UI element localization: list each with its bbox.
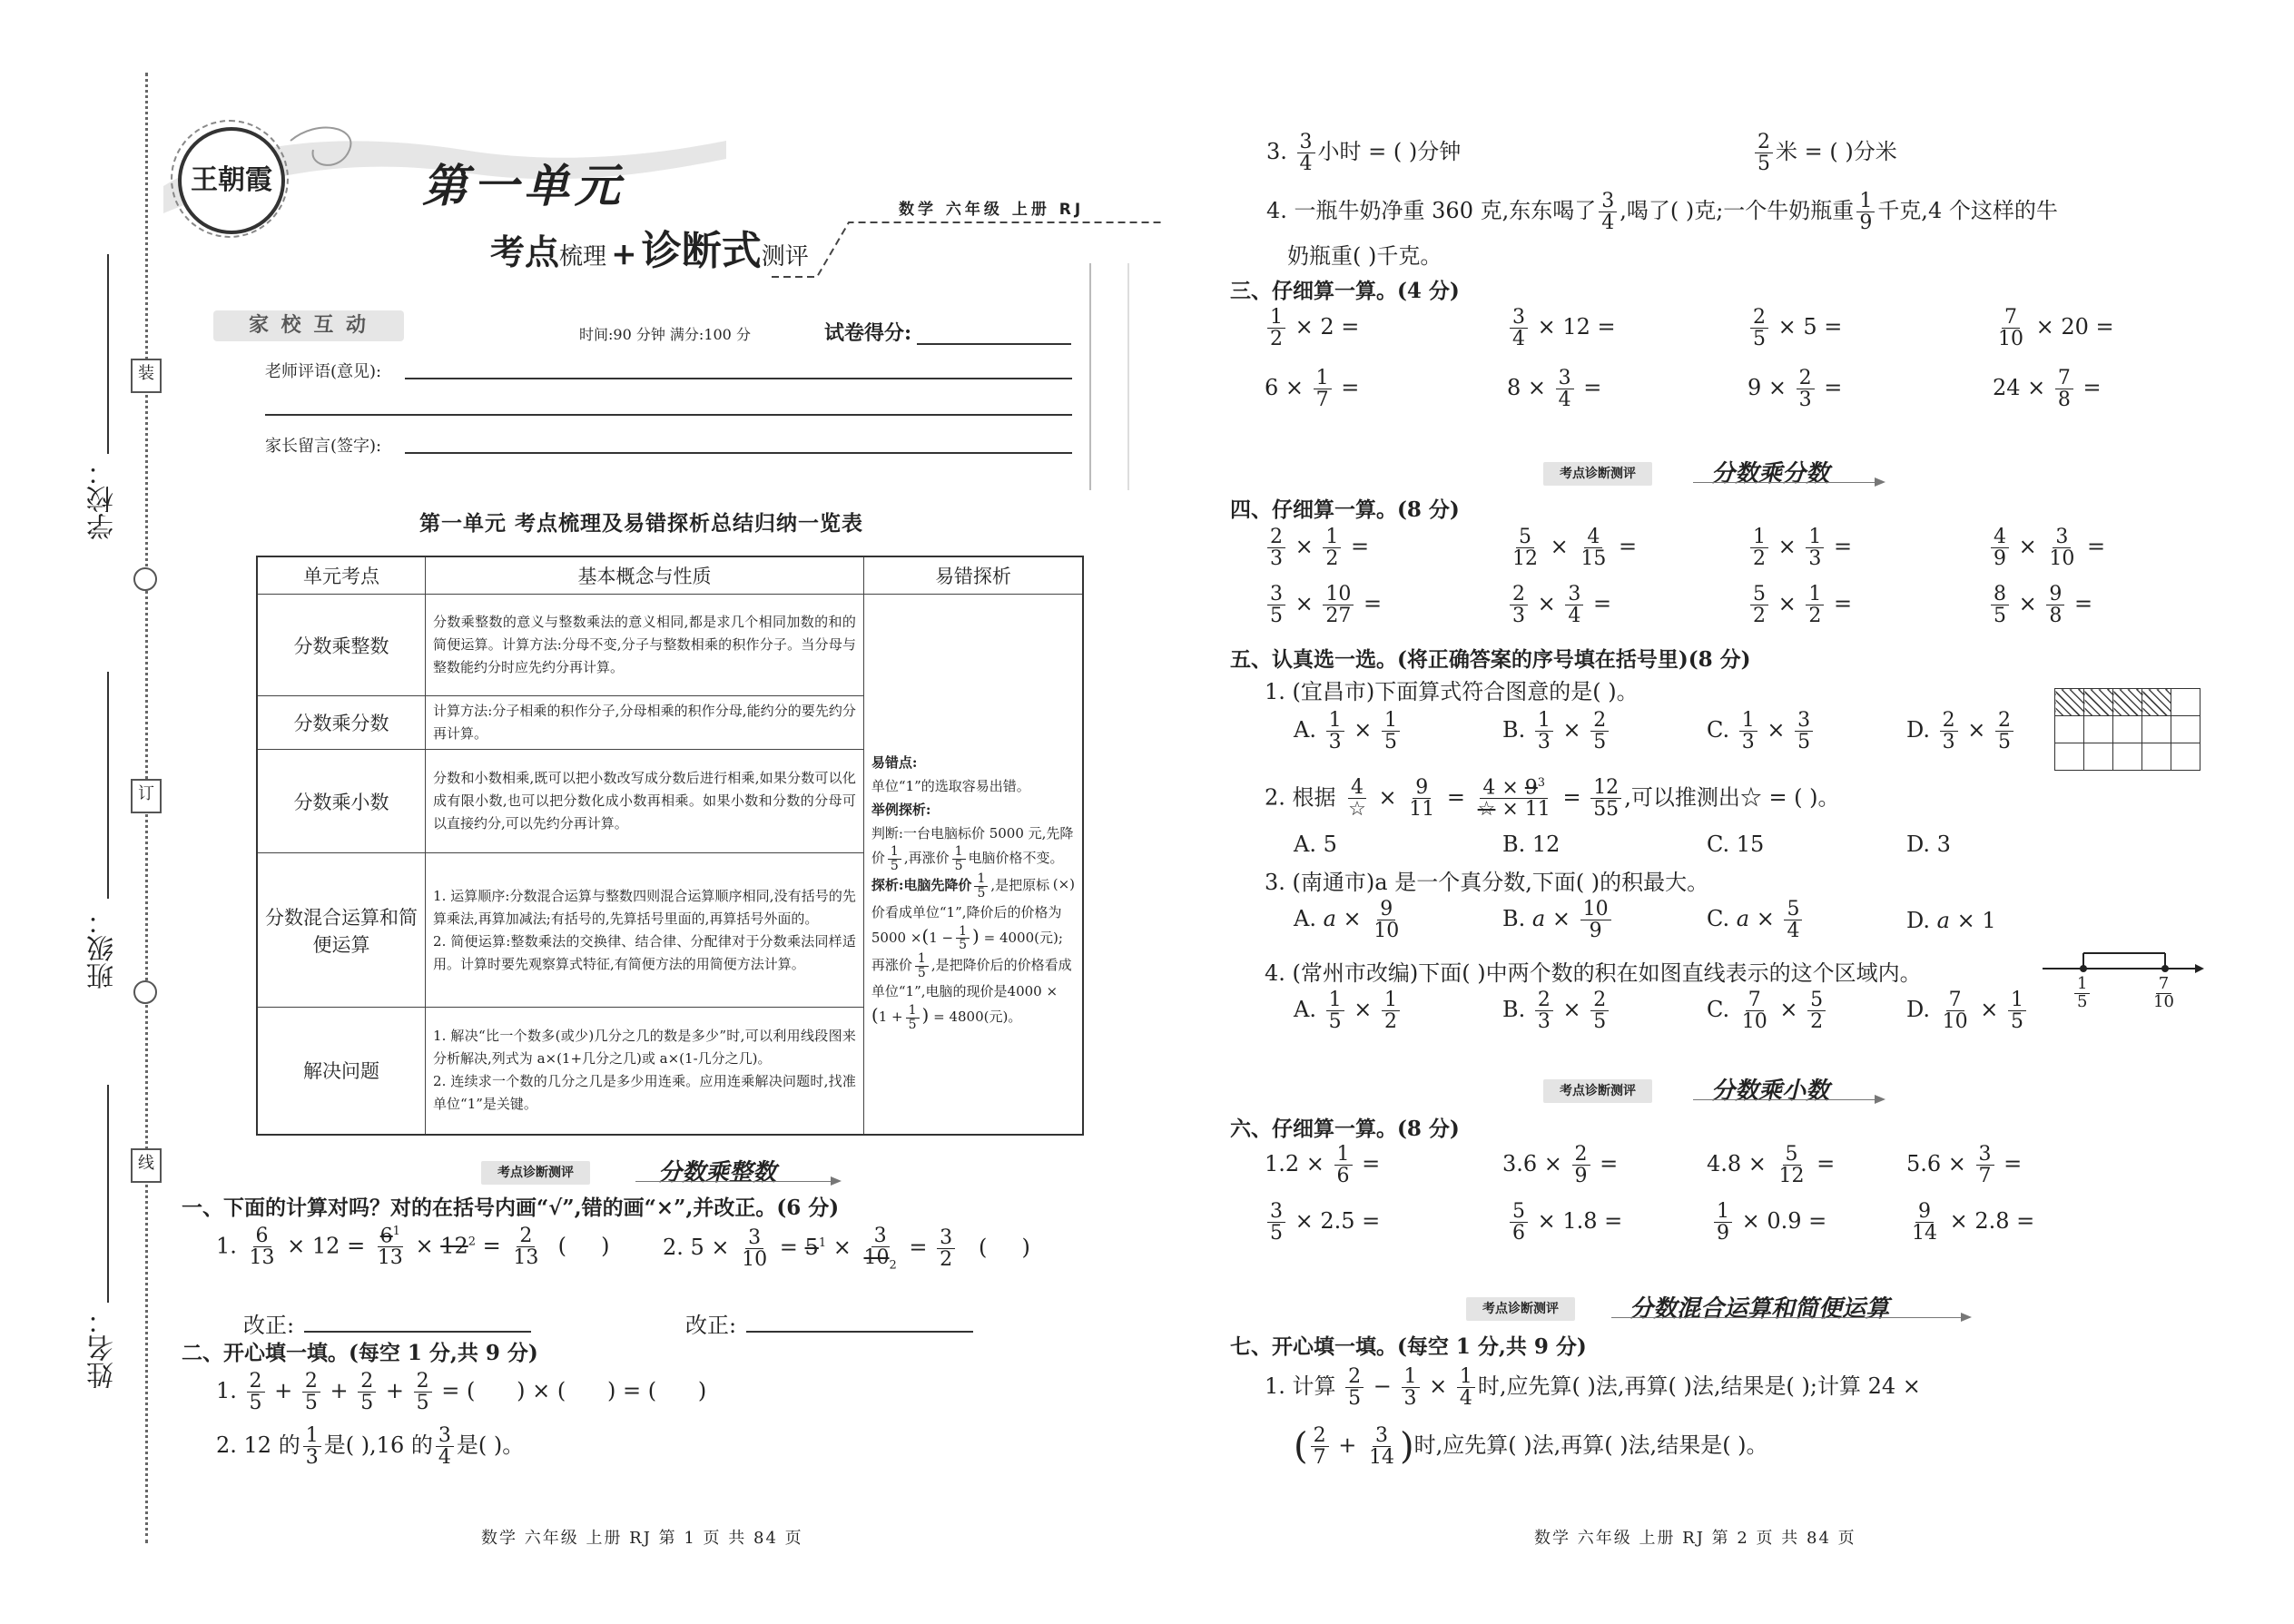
fraction: $\frac{1}{5}$ [2074,976,2090,1011]
punch-hole-2 [133,980,157,1004]
fraction: $\frac{12}{55}$ [1590,777,1621,820]
fraction: $\frac{3}{4}$ [1510,307,1528,349]
calc-3-4: $\frac{7}{10}$ × 20 = [1993,307,2114,349]
cut-mark-2: 订 [131,779,162,813]
summary-header-row [257,556,1083,595]
calc-4-3: $\frac{1}{2}$ × $\frac{1}{3}$ = [1748,527,1852,569]
q3-text: 小时 = ( )分钟 [1317,139,1462,165]
option-5-4-b[interactable]: B. $\frac{2}{3}$ × $\frac{2}{5}$ [1502,989,1611,1032]
calc-6-2: 3.6 × $\frac{2}{9}$ = [1502,1143,1619,1188]
q2-text-b: 是( ),16 的 [323,1432,433,1459]
class-label: 班级： [87,908,119,989]
score-label: 试卷得分: [824,321,912,345]
calc-6-3: 4.8 × $\frac{5}{12}$ = [1707,1143,1836,1188]
section-2-title: 二、开心填一填。(每空 1 分,共 9 分) [182,1341,538,1365]
summary-header-cell: 基本概念与性质 [426,556,864,595]
fraction: $\frac{9}{11}$ [1409,776,1435,822]
fraction: $\frac{7}{10}$ [1942,989,1968,1034]
fraction: $\frac{2}{5}$ [1750,307,1768,349]
section-1-title: 一、下面的计算对吗？对的在括号内画“√”,错的画“×”,并改正。(6 分) [182,1196,840,1220]
teacher-comment-label: 老师评语(意见): [265,362,382,381]
unit-title: 第一单元 [422,159,625,212]
judge-text: 判断:一台电脑标价 5000 元,先降价 [871,825,1074,867]
option-5-3-d[interactable]: D. a × 1 [1906,908,1996,933]
fraction: $\frac{1}{2}$ [1806,584,1824,626]
question-2-3b [1752,132,1897,174]
topic-item: 1. 解决“比一个数多(或少)几分之几的数是多少”时,可以利用线段图来分析解决,列式为 a×(1+几分之几)或 a×(1-几分之几)。 [433,1028,856,1068]
fraction: $\frac{1}{3}$ [1535,710,1553,753]
number-line-label-2 [2148,976,2180,1011]
option-5-2-c[interactable]: C. 15 [1707,832,1765,857]
section-banner-2 [1543,458,1888,489]
teacher-comment-field-2[interactable] [265,414,1072,416]
subtitle-plus: + [611,236,637,272]
fraction: $\frac{1}{5}$ [1382,710,1400,753]
fraction: $\frac{2}{3}$ [1940,710,1958,753]
fraction: $\frac{5}{2}$ [1750,584,1768,626]
fraction: $\frac{9}{8}$ [2046,584,2064,626]
q5-2-text-b: ,可以推测出☆ = ( )。 [1624,784,1840,811]
fraction: $\frac{1}{5}$ [952,845,966,872]
question-2-1: 1. $\frac{2}{5}$ + $\frac{2}{5}$ + $\frac{2}{5}$ + $\frac{2}{5}$ = ( ) × ( ) = ( ) [216,1370,707,1415]
parent-comment-label: 家长留言(签字): [265,437,382,456]
section-6-title: 六、仔细算一算。(8 分) [1230,1117,1460,1141]
summary-header-cell: 易错探析 [863,556,1083,595]
question-2-3 [1266,132,1461,174]
correction-field-1[interactable] [304,1331,531,1333]
topic-name: 解决问题 [257,1008,426,1135]
header-subtitle [490,218,809,276]
calc-3-7: 9 × $\frac{2}{3}$ = [1748,367,1843,412]
fraction: $\frac{1}{5}$ [974,872,988,900]
topic-text: 分数乘整数的意义与整数乘法的意义相同,都是求几个相同加数的和的简便运算。计算方法:分母不变,分子与整数相乘的积作分子。当分母与整数能约分时应先约分再计算。 [426,595,864,696]
fraction: $\frac{2}{3}$ [1797,368,1815,410]
section-3-title: 三、仔细算一算。(4 分) [1230,279,1460,303]
fraction: $\frac{2}{13}$ [513,1225,539,1270]
topic-item: 2. 连续求一个数的几分之几是多少用连乘。应用连乘解决问题时,找准单位“1”是关键。 [433,1073,856,1113]
calc-3-1: $\frac{1}{2}$ × 2 = [1265,307,1359,349]
section-4-title: 四、仔细算一算。(8 分) [1230,497,1460,522]
fraction: $\frac{1}{3}$ [1402,1366,1420,1409]
analysis-text-2: ,是把原标价看成单位“1”,降价后的价格为 5000 × [871,877,1062,946]
judge-mark: (×) [1052,876,1075,893]
fraction: $\frac{1}{2}$ [1382,989,1400,1032]
fraction: $\frac{7}{8}$ [2055,368,2073,410]
topic-name: 分数乘分数 [257,696,426,750]
binding-strip [0,0,159,1624]
fraction: $\frac{2}{5}$ [1755,132,1773,174]
question-5-2: 2. 根据 $\frac{4}{☆}$ × $\frac{9}{11}$ = $\frac{4 \times 9^3}{☆ \times 11}$ = $\frac{12}{55}$ ,可以推测出☆ = ( )。 [1265,776,1840,822]
section-7-title: 七、开心填一填。(每空 1 分,共 9 分) [1230,1334,1587,1359]
banner-title: 分数混合运算和简便运算 [1629,1295,1890,1323]
fraction: $\frac{2}{5}$ [414,1371,432,1413]
fraction: $\frac{2}{5}$ [302,1371,320,1413]
name-label: 姓名： [87,1307,119,1389]
banner-tag: 考点诊断测评 [1466,1297,1575,1321]
punch-hole-1 [133,567,157,591]
subtitle-ceping: 测评 [761,243,809,271]
analysis-text-5: = 4800(元)。 [933,1009,1022,1026]
topic-text: 计算方法:分子相乘的积作分子,分母相乘的积作分母,能约分的要先约分再计算。 [426,696,864,750]
q7-text-c: 时,应先算( )法,再算( )法,结果是( )。 [1413,1432,1768,1459]
fraction: $\frac{7}{10}$ [1741,989,1767,1034]
pitfall-analysis: 探析:电脑先降价 $\frac{1}{5}$ ,是把原标价看成单位“1”,降价后的价格为 5000 ×(1 − $\frac{1}{5}$ ) = 4000(元);再涨价 $\frac{1}{5}$ ,是把降价后的价格看成单位“1”,电脑的现价是4000 × (1 + $\frac{1}{5}$ ) = 4800(元)。 [871,871,1072,1032]
option-5-3-a[interactable]: A. a × $\frac{9}{10}$ [1294,899,1404,941]
q2-text-c: 是( )。 [456,1432,525,1459]
banner-title: 分数乘小数 [1711,1078,1830,1105]
correction-label-2: 改正: [685,1313,737,1338]
calc-6-7: $\frac{1}{9}$ × 0.9 = [1711,1201,1826,1244]
option-5-4-a[interactable]: A. $\frac{1}{5}$ × $\frac{1}{2}$ [1294,989,1403,1032]
question-5-3: 3. (南通市)a 是一个真分数,下面( )的积最大。 [1265,870,1709,895]
calc-3-6: 8 × $\frac{3}{4}$ = [1507,367,1602,412]
fraction: $\frac{2}{5}$ [1995,710,2013,753]
fraction: $\frac{2}{3}$ [1267,527,1285,569]
q3c-text: 米 = ( )分米 [1776,139,1897,165]
section-banner-4 [1466,1294,1974,1324]
fraction: $\frac{3}{10}$ [2049,526,2075,571]
option-5-3-c[interactable]: C. a × $\frac{5}{4}$ [1707,899,1805,941]
fraction: $\frac{1}{5}$ [2008,989,2026,1032]
q4-text-a: 4. 一瓶牛奶净重 360 克,东东喝了 [1266,198,1597,224]
fraction-grid [2054,688,2200,771]
fraction: $\frac{3}{4}$ [1556,368,1574,410]
fraction: $\frac{9}{10}$ [1373,898,1400,943]
question-7-1: 1. 计算 $\frac{2}{5}$ − $\frac{1}{3}$ × $\frac{1}{4}$ 时,应先算( )法,再算( )法,结果是( );计算 24 × [1265,1365,1921,1411]
fraction: $\frac{2}{5}$ [1345,1366,1364,1409]
fraction: $\frac{3}{5}$ [1267,1201,1285,1244]
fraction: $\frac{3}{14}$ [1368,1424,1394,1470]
calc-4-7: $\frac{5}{2}$ × $\frac{1}{2}$ = [1748,584,1852,626]
section-5-title: 五、认真选一选。(将正确答案的序号填在括号里)(8 分) [1230,647,1751,672]
banner-tag: 考点诊断测评 [481,1161,590,1185]
fraction: $\frac{5}{2}$ [1807,989,1826,1032]
calc-6-8: $\frac{9}{14}$ × 2.8 = [1906,1201,2034,1244]
fraction: $\frac{1}{3}$ [1739,710,1757,753]
fraction: $\frac{1}{4}$ [1457,1366,1475,1409]
number-line-label-1 [2072,976,2092,1011]
fraction: $\frac{3}{10}$ [742,1225,768,1272]
option-5-1-b[interactable]: B. $\frac{1}{3}$ × $\frac{2}{5}$ [1502,710,1611,753]
fraction: $\frac{1}{5}$ [1326,989,1344,1032]
calc-6-5: $\frac{3}{5}$ × 2.5 = [1265,1201,1380,1244]
calc-4-1: $\frac{2}{3}$ × $\frac{1}{2}$ = [1265,527,1369,569]
fraction: $\frac{3}{4}$ [1297,132,1315,174]
fraction: $\frac{5}{12}$ [1512,526,1538,571]
banner-tag: 考点诊断测评 [1543,1079,1652,1103]
topic-name: 分数乘整数 [257,595,426,696]
parent-comment-field[interactable] [405,452,1072,454]
question-5-4: 4. (常州市改编)下面( )中两个数的积在如图直线表示的这个区域内。 [1265,960,1922,986]
analysis-text-4: ,是把降价后的价格看成单位“1”,电脑的现价是4000 [871,957,1072,1000]
calc-6-6: $\frac{5}{6}$ × 1.8 = [1507,1201,1622,1244]
fraction: $\frac{1}{5}$ [915,952,929,979]
fraction: $\frac{3}{5}$ [1267,584,1285,626]
question-1-1: 1. $\frac{6}{13}$ × 12 = $\frac{6^1}{13}$ × $12^2$ = $\frac{2}{13}$ ( ) [216,1225,610,1270]
home-school-tag [213,310,404,341]
fraction: $\frac{2}{5}$ [1590,710,1609,753]
fraction: $\frac{7}{10}$ [2153,974,2174,1011]
fraction: $\frac{3}{4}$ [1599,191,1617,233]
fraction: $\frac{2}{5}$ [358,1371,376,1413]
fraction: $\frac{8}{5}$ [1991,584,2009,626]
calc-6-1: 1.2 × $\frac{1}{6}$ = [1265,1143,1381,1188]
q4-text-c: 千克,4 个这样的牛 [1877,198,2058,224]
calc-3-2: $\frac{3}{4}$ × 12 = [1507,307,1616,349]
fraction: $\frac{1}{5}$ [888,845,901,872]
cut-mark-1: 装 [131,359,162,393]
fraction: $\frac{1}{5}$ [906,1004,920,1031]
teacher-comment-field-1[interactable] [405,378,1072,379]
analysis-text-3: = 4000(元);再涨价 [871,929,1063,974]
fraction: $\frac{3}{2}$ [937,1227,955,1270]
calc-6-4: 5.6 × $\frac{3}{7}$ = [1906,1143,2023,1188]
subject-tag: 数学 六年级 上册 RJ [899,201,1085,219]
calc-4-6: $\frac{2}{3}$ × $\frac{3}{4}$ = [1507,584,1611,626]
fraction: $\frac{1}{2}$ [1267,307,1285,349]
fraction: $\frac{1}{7}$ [1314,368,1332,410]
correction-label-1: 改正: [243,1313,295,1338]
q7-text-a: 1. 计算 [1265,1373,1336,1400]
fraction: $\frac{6^1}{13}$ [377,1225,403,1270]
fraction: $\frac{3}{10_2}$ [863,1225,897,1273]
school-label: 学校： [87,458,119,540]
q3-num: 3. [1266,139,1287,165]
banner-tag: 考点诊断测评 [1543,462,1652,486]
fraction: $\frac{10}{9}$ [1580,899,1611,941]
header-deco-bars [1089,263,1129,490]
brand-logo: 王朝霞 [178,127,285,234]
fraction: $\frac{10}{27}$ [1323,584,1354,626]
q2-text-a: 2. 12 的 [216,1432,300,1459]
summary-table [256,556,1084,1136]
q4-text-b: ,喝了( )克;一个牛奶瓶重 [1620,198,1855,224]
pitfall-example-head: 举例探析: [871,802,931,818]
fraction: $\frac{1}{9}$ [1856,191,1875,233]
fraction: $\frac{2}{3}$ [1535,989,1553,1032]
fraction: $\frac{5}{4}$ [1784,899,1802,941]
fraction: $\frac{1}{3}$ [1806,527,1824,569]
name-field[interactable] [107,1085,109,1303]
question-2-4 [1266,191,2058,233]
option-5-3-b[interactable]: B. a × $\frac{10}{9}$ [1502,899,1614,941]
banner-title: 分数乘整数 [658,1159,777,1186]
fraction: $\frac{4}{15}$ [1580,526,1607,571]
class-field[interactable] [107,672,109,899]
number-line [2043,944,2206,1026]
fraction: $\frac{4}{9}$ [1991,527,2009,569]
judge-text-3: 电脑价格不变。 [968,850,1064,867]
correction-field-2[interactable] [746,1331,973,1333]
subtitle-shuli: 梳理 [559,243,607,271]
footer-right: 数学 六年级 上册 RJ 第 2 页 共 84 页 [1534,1529,1856,1548]
fraction: $\frac{1}{2}$ [1323,527,1341,569]
fraction: $\frac{3}{4}$ [436,1425,454,1468]
topic-item: 2. 简便运算:整数乘法的交换律、结合律、分配律对于分数乘法同样适用。计算时要先观察算式特征,有简便方法的用简便方法计算。 [433,932,856,972]
subtitle-zhenduan: 诊断式 [641,228,762,274]
option-5-1-c[interactable]: C. $\frac{1}{3}$ × $\frac{3}{5}$ [1707,710,1816,753]
fraction: $\frac{4}{☆}$ [1348,776,1366,822]
section-banner-1 [481,1157,844,1188]
question-2-4-cont: 奶瓶重( )千克。 [1287,243,1442,269]
question-1-2: 2. 5 × $\frac{3}{10}$ = $5^1$ × $\frac{3}{10_2}$ = $\frac{3}{2}$ ( ) [663,1225,1030,1273]
pitfall-point: 单位“1”的选取容易出错。 [871,778,1030,794]
topic-text [426,853,864,1008]
question-5-1: 1. (宜昌市)下面算式符合图意的是( )。 [1265,679,1639,704]
option-5-4-d[interactable]: D. $\frac{7}{10}$ × $\frac{1}{5}$ [1906,989,2029,1032]
fraction: $\frac{1}{3}$ [303,1425,321,1468]
option-5-1-d[interactable]: D. $\frac{2}{3}$ × $\frac{2}{5}$ [1906,710,2016,753]
q5-2-text-a: 2. 根据 [1265,784,1336,811]
option-5-2-d[interactable]: D. 3 [1906,832,1951,857]
fraction: $\frac{6}{13}$ [249,1225,275,1270]
fraction: $\frac{9}{14}$ [1912,1200,1937,1245]
calc-3-3: $\frac{2}{5}$ × 5 = [1748,307,1842,349]
fraction: $\frac{1}{9}$ [1714,1201,1732,1244]
topic-name: 分数乘小数 [257,750,426,853]
fraction: $\frac{7}{10}$ [1998,306,2023,351]
banner-arrow [1693,482,1884,483]
option-5-1-a[interactable]: A. $\frac{1}{3}$ × $\frac{1}{5}$ [1294,710,1403,753]
judge-text-2: ,再涨价 [903,850,950,867]
question-2-2 [216,1425,524,1468]
summary-row [257,595,1083,696]
q7-text-b: 时,应先算( )法,再算( )法,结果是( );计算 24 × [1477,1373,1921,1400]
fraction: $\frac{3}{4}$ [1565,584,1583,626]
calc-3-5: 6 × $\frac{1}{7}$ = [1265,367,1360,412]
topic-text: 分数和小数相乘,既可以把小数改写成分数后进行相乘,如果分数可以化成有限小数,也可以把分数化成小数再相乘。如果小数和分数的分母可以直接约分,可以先约分再计算。 [426,750,864,853]
calc-3-8: 24 × $\frac{7}{8}$ = [1993,367,2102,412]
school-field[interactable] [107,254,109,454]
banner-title: 分数乘分数 [1711,460,1830,487]
option-5-2-a[interactable]: A. 5 [1294,832,1337,857]
section-banner-3 [1543,1076,1888,1107]
fraction: $\frac{1}{5}$ [956,925,970,952]
option-5-2-b[interactable]: B. 12 [1502,832,1561,857]
fraction: $\frac{1}{6}$ [1334,1144,1353,1186]
fraction: $\frac{2}{5}$ [247,1371,265,1413]
pitfall-head: 易错点: [871,754,918,771]
fraction: $\frac{1}{3}$ [1326,710,1344,753]
footer-left: 数学 六年级 上册 RJ 第 1 页 共 84 页 [481,1529,803,1548]
pitfall-cell [863,595,1083,1135]
fraction: $\frac{2}{7}$ [1311,1425,1329,1468]
fraction: $\frac{4 \times 9^3}{☆ \times 11}$ [1477,776,1551,822]
topic-name: 分数混合运算和简便运算 [257,853,426,1008]
topic-item: 1. 运算顺序:分数混合运算与整数四则混合运算顺序相同,没有括号的先算乘法,再算加减法;有括号的,先算括号里面的,再算括号外面的。 [433,887,856,927]
cut-mark-3: 线 [131,1148,162,1183]
summary-title: 第一单元 考点梳理及易错探析总结归纳一览表 [419,511,864,536]
calc-4-2: $\frac{5}{12}$ × $\frac{4}{15}$ = [1507,527,1637,569]
fraction: $\frac{5}{6}$ [1510,1201,1528,1244]
fraction: $\frac{2}{3}$ [1510,584,1528,626]
time-info: 时间:90 分钟 满分:100 分 [579,326,751,343]
fraction: $\frac{2}{5}$ [1590,989,1609,1032]
banner-arrow [1611,1317,1970,1318]
banner-arrow [635,1181,840,1182]
summary-header-cell: 单元考点 [257,556,426,595]
fraction: $\frac{5}{12}$ [1778,1143,1805,1188]
home-school-label: 家 校 互 动 [249,314,369,337]
calc-4-8: $\frac{8}{5}$ × $\frac{9}{8}$ = [1988,584,2092,626]
score-field[interactable] [917,343,1071,345]
calc-4-4: $\frac{4}{9}$ × $\frac{3}{10}$ = [1988,527,2105,569]
fraction: $\frac{1}{2}$ [1750,527,1768,569]
calc-4-5: $\frac{3}{5}$ × $\frac{10}{27}$ = [1265,584,1382,626]
fraction: $\frac{3}{7}$ [1976,1144,1994,1186]
question-7-1-cont: ( $\frac{2}{7}$ + $\frac{3}{14}$ )时,应先算( )法,再算( )法,结果是( )。 [1294,1424,1768,1470]
topic-text [426,1008,864,1135]
analysis-text: 探析:电脑先降价 [871,877,972,894]
option-5-4-c[interactable]: C. $\frac{7}{10}$ × $\frac{5}{2}$ [1707,989,1828,1032]
subtitle-kaodian: 考点 [490,231,560,272]
fraction: $\frac{2}{9}$ [1572,1144,1590,1186]
fraction: $\frac{3}{5}$ [1795,710,1813,753]
banner-arrow [1693,1099,1884,1100]
